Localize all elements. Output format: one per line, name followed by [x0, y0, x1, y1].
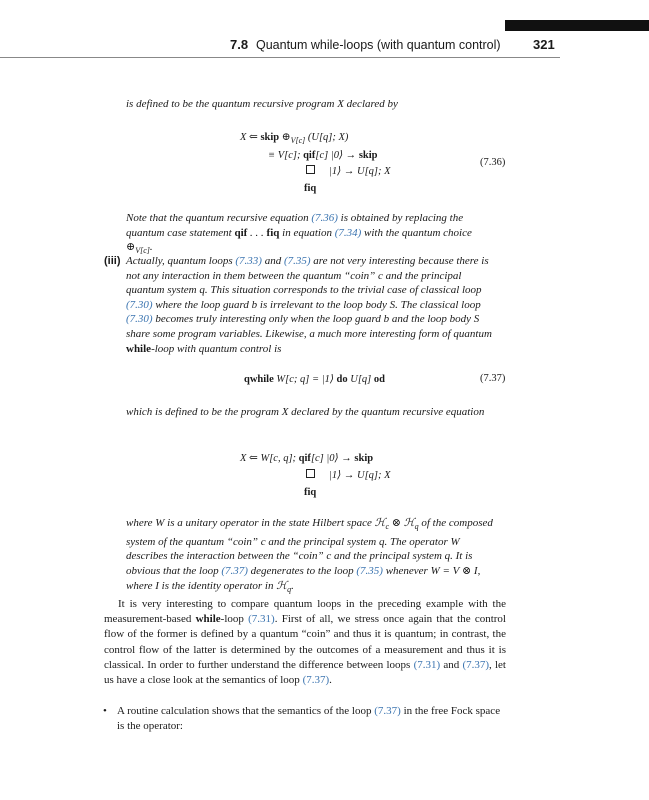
- note-paragraph: Note that the quantum recursive equation (7.36) is obtained by replacing the quantum case statement qif . . . fiq in equation (7.34) with the quantum choice $\oplus_{V[c]}$.: [126, 212, 472, 256]
- eq736-number: (7.36): [480, 157, 506, 168]
- bullet-mark: •: [103, 705, 107, 717]
- ref-7-35[interactable]: (7.35): [283, 255, 311, 267]
- section-number: 7.8: [230, 37, 249, 52]
- where-paragraph: where W is a unitary operator in the state Hilbert space ℋ$_c$ ⊗ ℋ$_q$ of the composed system of the quantum “coin” c and the principal system q. The operator W describes the interaction between the “coin” c and the principal system q. It is obvious that the loop (7.37) degenerates to the loop (7.35) whenever W = V ⊗ I, where I is the identity operator in ℋ$_q$.: [126, 517, 493, 594]
- eqx-line-3: fiq: [304, 487, 317, 498]
- ref-7-37d[interactable]: (7.37): [374, 705, 401, 717]
- ref-7-31[interactable]: (7.31): [248, 613, 275, 626]
- eq736-line-4: fiq: [304, 183, 317, 194]
- ref-7-31b[interactable]: (7.31): [413, 658, 441, 671]
- intro-text: is defined to be the quantum recursive program X declared by: [126, 98, 398, 110]
- ref-7-36[interactable]: (7.36): [311, 212, 338, 224]
- main-paragraph: It is very interesting to compare quantum loops in the preceding example with the measurement-based while-loop (7.31). First of all, we stress once again that the control flow of the former is defined by a quantum “coin” and thus it is quantum; in contrast, the control flow of the latter is determined by the outcomes of a measurement and thus it is classical. In order to further understand the difference between loops (7.31) and (7.37), let us have a close look at the semantics of loop (7.37).: [104, 598, 506, 687]
- bullet-paragraph: A routine calculation shows that the semantics of the loop (7.37) in the free Fock space is the operator:: [117, 705, 501, 733]
- box-icon: [306, 469, 315, 478]
- box-icon: [306, 165, 315, 174]
- ref-7-30[interactable]: (7.30): [126, 298, 153, 311]
- header-bar: [505, 20, 649, 31]
- eq737-number: (7.37): [480, 373, 506, 384]
- ref-7-37c[interactable]: (7.37): [302, 674, 330, 687]
- which-text: which is defined to be the program X declared by the quantum recursive equation: [126, 406, 485, 418]
- page-number: 321: [533, 37, 555, 52]
- eq736-line-1: X ⇐ skip $\oplus_{V[c]}$ (U[q]; X): [240, 132, 349, 146]
- running-header: [0, 37, 600, 55]
- ref-7-35b[interactable]: (7.35): [356, 564, 383, 577]
- ref-7-33[interactable]: (7.33): [235, 255, 262, 267]
- ref-7-34[interactable]: (7.34): [334, 226, 362, 239]
- header-rule: [0, 57, 560, 58]
- ref-7-37[interactable]: (7.37): [221, 564, 248, 577]
- item-iii-paragraph: Actually, quantum loops (7.33) and (7.35) are not very interesting because there is not any interaction in them between the quantum “coin” c and the principal quantum system q. This situation corresponds to the trivial case of classical loop (7.30) where the loop guard b is irrelevant to the loop body S. The classical loop (7.30) becomes truly interesting only when the loop guard b and the loop body S share some program variables. Likewise, a much more interesting form of quantum while-loop with quantum control is: [126, 255, 492, 355]
- item-label: (iii): [104, 255, 121, 267]
- equation-7-37: qwhile W[c; q] = |1⟩ do U[q] od: [244, 374, 385, 385]
- ref-7-37b[interactable]: (7.37): [462, 658, 490, 671]
- eqx-line-2: |1⟩ → U[q]; X: [306, 469, 391, 481]
- eq736-line-2: ≡ V[c]; qif[c] |0⟩ → skip: [268, 150, 378, 161]
- ref-7-30b[interactable]: (7.30): [126, 313, 153, 326]
- eqx-line-1: X ⇐ W[c, q]; qif[c] |0⟩ → skip: [240, 453, 374, 464]
- eq736-line-3: |1⟩ → U[q]; X: [306, 165, 391, 177]
- section-title: Quantum while-loops (with quantum control): [256, 38, 501, 52]
